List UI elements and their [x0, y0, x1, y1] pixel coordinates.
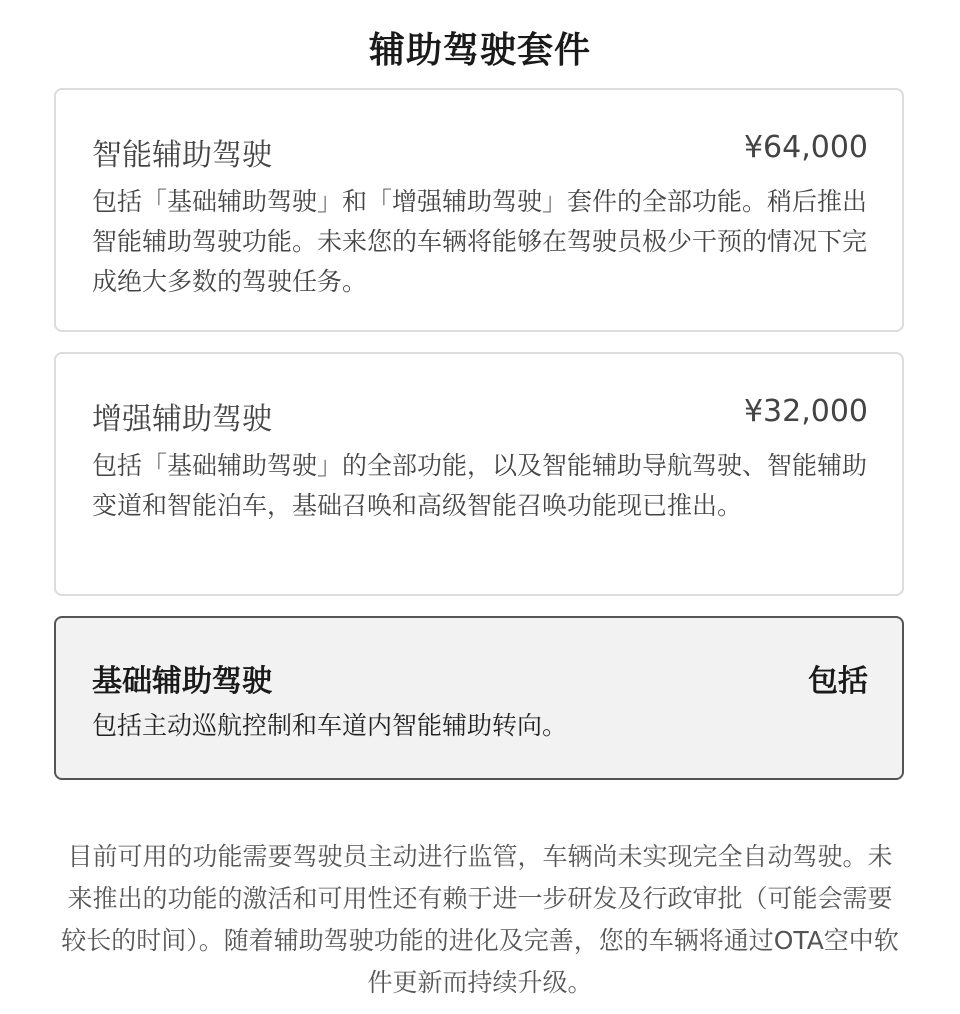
page-title: 辅助驾驶套件 [368, 30, 591, 71]
package-header [92, 130, 868, 173]
package-name: 增强辅助驾驶 [92, 402, 272, 437]
package-header [92, 394, 868, 437]
package-description: 包括「基础辅助驾驶」和「增强辅助驾驶」套件的全部功能。稍后推出智能辅助驾驶功能。未来您的车辆将能够在驾驶员极少干预的情况下完成绝大多数的驾驶任务。 [92, 187, 868, 296]
package-price: ¥32,000 [743, 394, 868, 429]
package-name: 基础辅助驾驶 [92, 664, 272, 699]
package-included-label: 包括 [808, 664, 868, 699]
disclaimer-text: 目前可用的功能需要驾驶员主动进行监管，车辆尚未实现完全自动驾驶。未来推出的功能的激活和可用性还有赖于进一步研发及行政审批（可能会需要较长的时间）。随着辅助驾驶功能的进化及完善，您的车辆将通过OTA空中软件更新而持续升级。 [61, 842, 899, 997]
package-card-basic-autopilot[interactable] [54, 616, 904, 780]
package-description: 包括「基础辅助驾驶」的全部功能，以及智能辅助导航驾驶、智能辅助变道和智能泊车，基础召唤和高级智能召唤功能现已推出。 [92, 451, 868, 520]
package-name: 智能辅助驾驶 [92, 138, 272, 173]
package-price: ¥64,000 [743, 130, 868, 165]
package-header [92, 656, 868, 699]
package-description: 包括主动巡航控制和车道内智能辅助转向。 [92, 711, 568, 740]
package-card-full-self-driving[interactable] [54, 88, 904, 332]
package-card-enhanced-autopilot[interactable] [54, 352, 904, 596]
